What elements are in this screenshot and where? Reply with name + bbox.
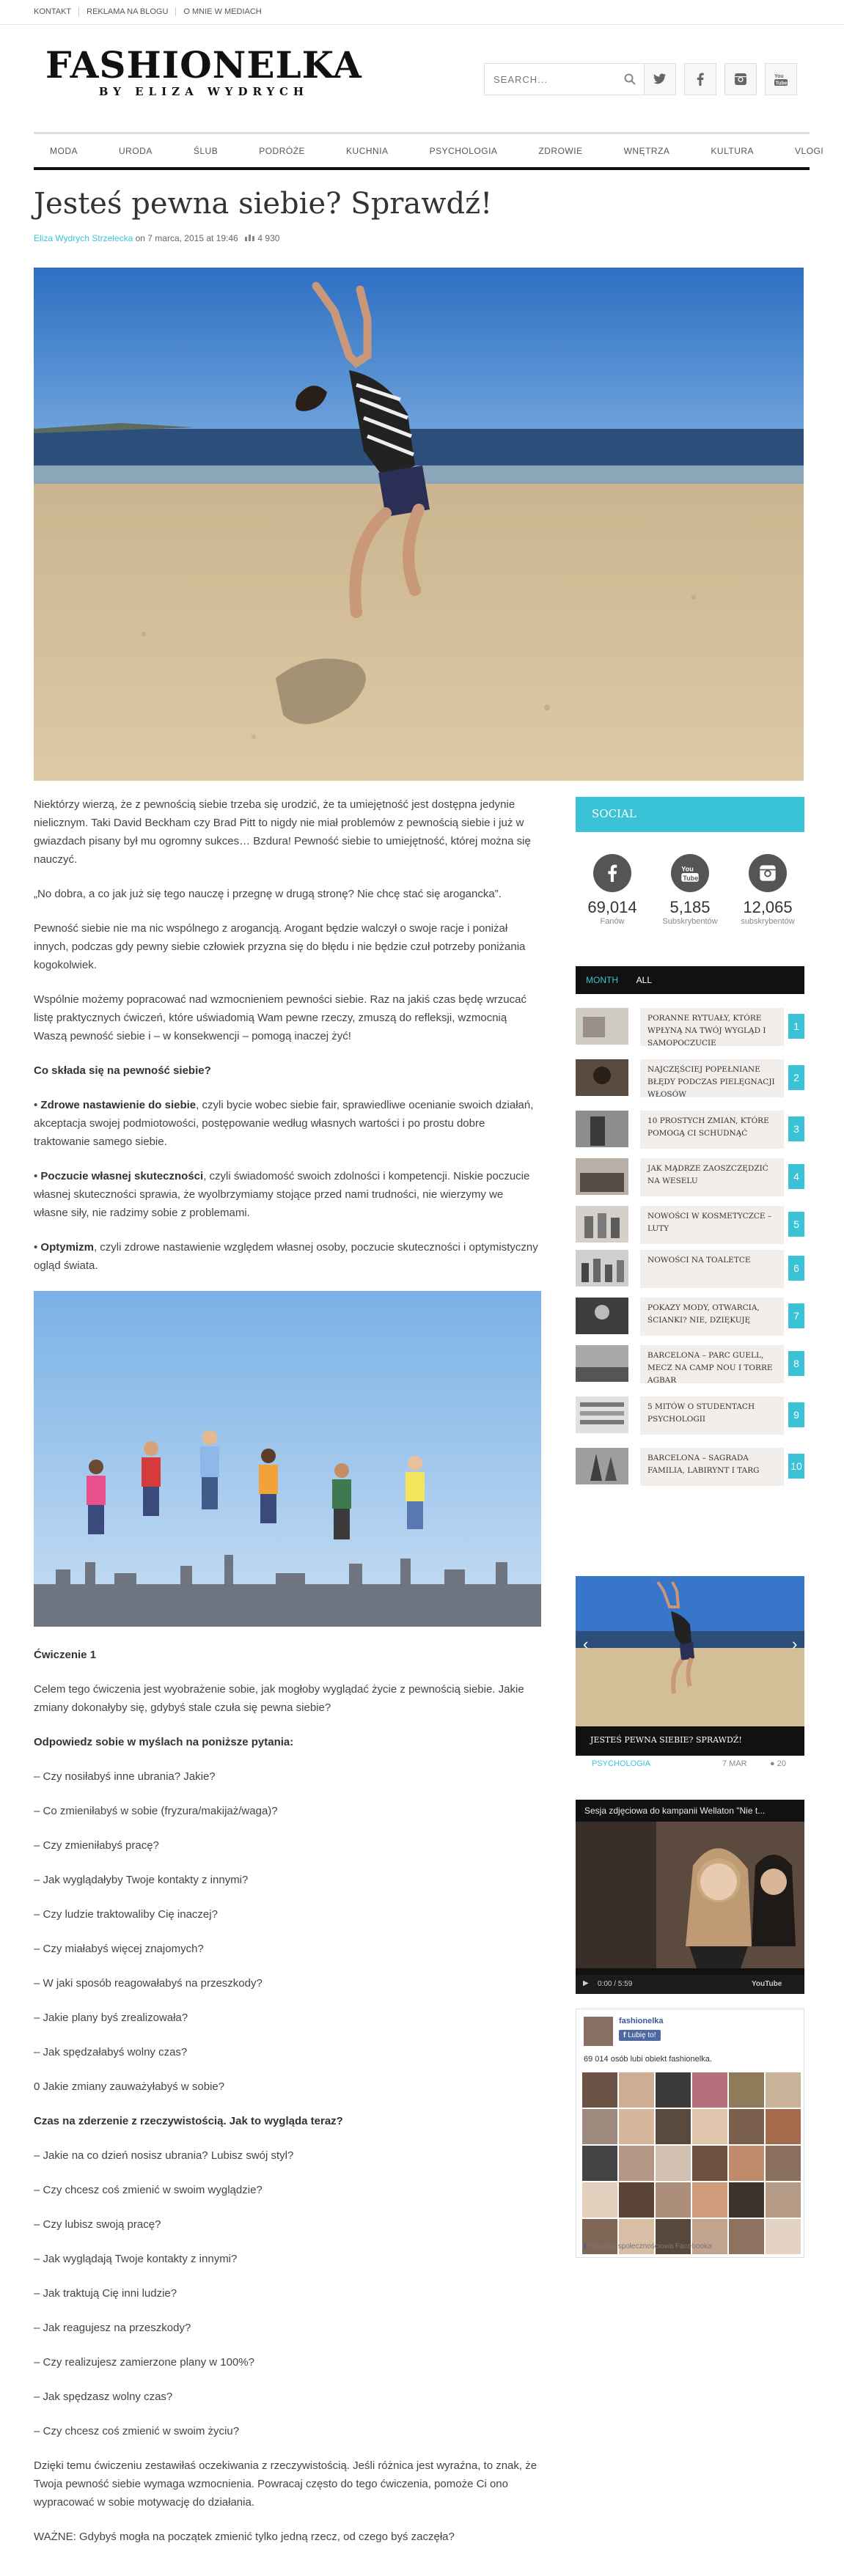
popular-thumbnail <box>576 1206 628 1243</box>
nav-slub[interactable]: ŚLUB <box>193 145 219 156</box>
popular-title: NAJCZĘŚCIEJ POPEŁNIANE BŁĘDY PODCZAS PIELĘGNACJI WŁOSÓW <box>640 1059 784 1097</box>
fb-page-avatar[interactable] <box>584 2017 613 2046</box>
popular-thumbnail <box>576 1059 628 1096</box>
top-link-kontakt[interactable]: KONTAKT <box>34 7 79 16</box>
nav-zdrowie[interactable]: ZDROWIE <box>538 145 583 156</box>
fb-like-button[interactable]: f Lubię to! <box>619 2030 661 2041</box>
facebook-icon: f <box>623 2031 626 2039</box>
popular-title: BARCELONA – PARC GUELL, MECZ NA CAMP NOU I TORRE AGBAR <box>640 1345 784 1383</box>
slider-next-icon[interactable]: › <box>792 1635 798 1653</box>
question: – Czy nosiłabyś inne ubrania? Jakie? <box>34 1770 216 1783</box>
question: – W jaki sposób reagowałabyś na przeszkody? <box>34 1977 263 1990</box>
article-meta <box>34 233 279 243</box>
popular-thumbnail <box>576 1298 628 1334</box>
popular-item[interactable] <box>576 1111 804 1149</box>
popular-title: NOWOŚCI NA TOALETCE <box>640 1250 784 1288</box>
views-icon <box>245 234 255 241</box>
slider-prev-icon[interactable]: ‹ <box>583 1635 589 1653</box>
question: – Jakie na co dzień nosisz ubrania? Lubisz swój styl? <box>34 2149 294 2162</box>
paragraph: Wspólnie możemy popracować nad wzmocnieniem pewności siebie. Raz na jakiś czas będę wrzucać listę praktycznych ćwiczeń, które uświadomią Wam pewne rzeczy, zmuszą do refleksji, wzmocnią Waszą pewność siebie i – w konsekwencji – pomogą inaczej żyć! <box>34 993 526 1042</box>
youtube-icon <box>774 72 788 87</box>
search-icon[interactable] <box>624 73 636 85</box>
video-time: 0:00 / 5:59 <box>598 1980 633 1988</box>
facebook-icon <box>607 864 617 882</box>
question: – Jak wyglądają Twoje kontakty z innymi? <box>34 2253 238 2265</box>
article-views: 4 930 <box>257 233 280 243</box>
twitter-icon <box>653 73 667 85</box>
youtube-stat[interactable] <box>653 854 727 926</box>
popular-rank: 9 <box>788 1402 804 1427</box>
question: – Jak traktują Cię inni ludzie? <box>34 2287 177 2300</box>
exercise-intro: Celem tego ćwiczenia jest wyobrażenie sobie, jak mogłoby wyglądać życie z pewnością siebie. Jakie zmiany dokonałyby się, gdybyś stale czuła się pewna siebie? <box>34 1683 524 1714</box>
question: – Czy realizujesz zamierzone plany w 100%? <box>34 2356 254 2369</box>
video-title[interactable]: Sesja zdjęciowa do kampanii Wellaton "Nie t... <box>584 1806 766 1816</box>
top-link-media[interactable]: O MNIE W MEDIACH <box>183 7 262 16</box>
youtube-icon <box>680 864 700 883</box>
popular-thumbnail <box>576 1158 628 1195</box>
fb-plugin-footer: f Wtyczka społecznościowa Facebooka <box>584 2242 712 2251</box>
question: – Czy chcesz coś zmienić w swoim wyglądzie? <box>34 2184 263 2196</box>
popular-rank: 3 <box>788 1116 804 1141</box>
nav-podroze[interactable]: PODRÓŻE <box>259 145 306 156</box>
question: – Jak spędzałabyś wolny czas? <box>34 2046 188 2058</box>
popular-rank: 10 <box>788 1454 804 1479</box>
question: – Co zmieniłabyś w sobie (fryzura/makijaż/waga)? <box>34 1805 278 1817</box>
svg-text:Tube: Tube <box>683 874 699 882</box>
popular-thumbnail <box>576 1448 628 1484</box>
paragraph: Pewność siebie nie ma nic wspólnego z arogancją. Arogant będzie walczył o swoje racje i poniżał innych, podczas gdy pewny siebie człowiek przyzna się do błędu i nie będzie czuł potrzeby poniżania kogokolwiek. <box>34 922 526 971</box>
popular-thumbnail <box>576 1250 628 1287</box>
nav-vlogi[interactable]: VLOGI <box>795 145 824 156</box>
question: 0 Jakie zmiany zauważyłabyś w sobie? <box>34 2080 225 2093</box>
popular-title: BARCELONA – SAGRADA FAMILIA, LABIRYNT I TARG <box>640 1448 784 1486</box>
site-logo[interactable] <box>45 45 362 98</box>
popular-rank: 1 <box>788 1014 804 1039</box>
nav-psychologia[interactable]: PSYCHOLOGIA <box>429 145 498 156</box>
instagram-icon <box>759 864 777 882</box>
svg-text:You: You <box>681 865 694 873</box>
popular-item[interactable] <box>576 1396 804 1435</box>
article-author[interactable]: Eliza Wydrych Strzelecka <box>34 233 133 243</box>
svg-text:You: You <box>774 74 784 79</box>
group-jump-image <box>34 1291 541 1627</box>
logo-subtitle: BY ELIZA WYDRYCH <box>98 85 309 98</box>
popular-title: NOWOŚCI W KOSMETYCZCE – LUTY <box>640 1206 784 1244</box>
popular-tabs <box>576 966 804 994</box>
question: – Czy ludzie traktowaliby Cię inaczej? <box>34 1908 218 1921</box>
question: – Czy lubisz swoją pracę? <box>34 2218 161 2231</box>
top-bar <box>0 0 844 25</box>
instagram-stat[interactable] <box>731 854 804 926</box>
exercise-heading: Odpowiedz sobie w myślach na poniższe pytania: <box>34 1736 294 1748</box>
twitter-button[interactable] <box>644 63 676 95</box>
paragraph: „No dobra, a co jak już się tego nauczę i przegnę w drugą stronę? Nie chcę stać się arogancka”. <box>34 888 502 900</box>
top-link-reklama[interactable]: REKLAMA NA BLOGU <box>79 7 176 16</box>
article-date: on 7 marca, 2015 at 19:46 <box>135 233 238 243</box>
facebook-stat[interactable] <box>576 854 649 926</box>
exercise-title: Ćwiczenie 1 <box>34 1649 97 1661</box>
popular-title: JAK MĄDRZE ZAOSZCZĘDZIĆ NA WESELU <box>640 1158 784 1196</box>
instagram-label: subskrybentów <box>741 917 795 926</box>
slider-category[interactable]: PSYCHOLOGIA <box>592 1759 651 1768</box>
comment-icon: ● <box>770 1759 775 1768</box>
popular-rank: 2 <box>788 1065 804 1090</box>
slider-comments[interactable]: ● 20 <box>770 1759 786 1768</box>
youtube-icon[interactable]: YouTube <box>752 1980 782 1988</box>
popular-item[interactable] <box>576 1345 804 1383</box>
instagram-icon <box>734 73 747 86</box>
nav-kuchnia[interactable]: KUCHNIA <box>346 145 389 156</box>
instagram-button[interactable] <box>724 63 757 95</box>
section-heading: Co składa się na pewność siebie? <box>34 1064 211 1077</box>
popular-item[interactable] <box>576 1448 804 1486</box>
popular-title: 10 PROSTYCH ZMIAN, KTÓRE POMOGĄ CI SCHUDNĄĆ <box>640 1111 784 1149</box>
slider-caption[interactable]: JESTEŚ PEWNA SIEBIE? SPRAWDŹ! <box>576 1726 804 1756</box>
facebook-label: Fanów <box>600 917 625 926</box>
question: – Czy zmieniłabyś pracę? <box>34 1839 159 1852</box>
popular-rank: 7 <box>788 1303 804 1328</box>
popular-rank: 5 <box>788 1212 804 1237</box>
popular-item[interactable] <box>576 1008 804 1046</box>
popular-thumbnail <box>576 1345 628 1382</box>
popular-rank: 8 <box>788 1351 804 1376</box>
hero-image <box>34 268 804 781</box>
top-links <box>34 7 269 16</box>
nav-uroda[interactable]: URODA <box>119 145 153 156</box>
svg-text:Tube: Tube <box>775 81 788 87</box>
youtube-label: Subskrybentów <box>662 917 718 926</box>
fb-page-name[interactable]: fashionelka <box>619 2017 664 2025</box>
facebook-icon <box>697 73 704 86</box>
article-title: Jesteś pewna siebie? Sprawdź! <box>34 187 493 221</box>
tab-month[interactable]: MONTH <box>586 975 618 985</box>
popular-item[interactable] <box>576 1250 804 1288</box>
tab-all[interactable]: ALL <box>636 975 653 985</box>
slider-meta <box>576 1759 804 1774</box>
search-input[interactable] <box>485 64 609 95</box>
popular-thumbnail <box>576 1111 628 1147</box>
play-icon[interactable]: ▶ <box>583 1979 589 1987</box>
slider-date: 7 MAR <box>722 1759 747 1768</box>
video-player[interactable] <box>576 1800 804 1994</box>
social-widget-title: SOCIAL <box>576 797 804 832</box>
main-nav <box>34 132 824 170</box>
bullet-3: • Optymizm, czyli zdrowe nastawienie względem własnej osoby, poczucie skuteczności i optymistyczny ogląd świata. <box>34 1241 538 1272</box>
exercise-heading-2: Czas na zderzenie z rzeczywistością. Jak to wygląda teraz? <box>34 2115 343 2127</box>
question: – Jakie plany byś zrealizowała? <box>34 2012 188 2024</box>
youtube-count: 5,185 <box>669 898 711 916</box>
paragraph: WAŻNE: Gdybyś mogła na początek zmienić tylko jedną rzecz, od czego byś zaczęła? <box>34 2531 455 2543</box>
popular-thumbnail <box>576 1008 628 1045</box>
popular-item[interactable] <box>576 1206 804 1244</box>
popular-thumbnail <box>576 1396 628 1433</box>
popular-title: POKAZY MODY, OTWARCIA, ŚCIANKI? NIE, DZIĘKUJĘ <box>640 1298 784 1336</box>
facebook-icon: f <box>584 2242 587 2251</box>
popular-title: 5 MITÓW O STUDENTACH PSYCHOLOGII <box>640 1396 784 1435</box>
popular-item[interactable] <box>576 1298 804 1336</box>
paragraph: Niektórzy wierzą, że z pewnością siebie trzeba się urodzić, że ta umiejętność jest dostępna jedynie nielicznym. Taki David Beckham czy Brad Pitt to nigdy nie miał problemów z pewnością siebie i już w gwiazdach pisany był mu ogromny sukces… Bzdura! Pewność siebie to umiejętność, której można się nauczyć. <box>34 798 531 866</box>
youtube-button[interactable] <box>765 63 797 95</box>
search-box <box>484 63 645 95</box>
bullet-1: • Zdrowe nastawienie do siebie, czyli bycie wobec siebie fair, sprawiedliwe ocenianie swoich działań, akceptacja swojej podmiotowości, postępowanie według własnych wartości i po prostu dobre traktowanie samego siebie. <box>34 1099 534 1148</box>
question: – Jak spędzasz wolny czas? <box>34 2391 173 2403</box>
nav-kultura[interactable]: KULTURA <box>711 145 755 156</box>
question: – Jak wyglądałyby Twoje kontakty z innymi? <box>34 1874 249 1886</box>
social-stats <box>576 854 804 935</box>
fb-like-count: 69 014 osób lubi obiekt fashionelka. <box>584 2055 712 2064</box>
question: – Czy chcesz coś zmienić w swoim życiu? <box>34 2425 240 2437</box>
facebook-count: 69,014 <box>587 898 637 916</box>
popular-item[interactable] <box>576 1059 804 1097</box>
question: – Czy miałabyś więcej znajomych? <box>34 1943 204 1955</box>
facebook-like-box <box>576 2009 804 2258</box>
popular-rank: 6 <box>788 1256 804 1281</box>
question: – Jak reagujesz na przeszkody? <box>34 2322 191 2334</box>
nav-moda[interactable]: MODA <box>50 145 78 156</box>
paragraph: Dzięki temu ćwiczeniu zestawiłaś oczekiwania z rzeczywistością. Jeśli różnica jest wyraźna, to znak, że Twoja pewność siebie wymaga wzmocnienia. Powracaj często do tego ćwiczenia, pomoże Ci ono wypracować w sobie motywację do działania. <box>34 2459 537 2509</box>
popular-rank: 4 <box>788 1164 804 1189</box>
video-controls <box>576 1975 804 1994</box>
nav-wnetrza[interactable]: WNĘTRZA <box>623 145 670 156</box>
logo-text: FASHIONELKA <box>45 43 362 87</box>
bullet-2: • Poczucie własnej skuteczności, czyli świadomość swoich zdolności i kompetencji. Niskie poczucie własnej skuteczności sprawia, że wyolbrzymiamy stojące przed nami trudności, nie wierzymy we własne siły, nie radzimy sobie z problemami. <box>34 1170 530 1219</box>
facebook-button[interactable] <box>684 63 716 95</box>
popular-title: PORANNE RYTUAŁY, KTÓRE WPŁYNĄ NA TWÓJ WYGLĄD I SAMOPOCZUCIE <box>640 1008 784 1046</box>
popular-item[interactable] <box>576 1158 804 1196</box>
instagram-count: 12,065 <box>743 898 793 916</box>
article-body <box>34 795 540 2562</box>
